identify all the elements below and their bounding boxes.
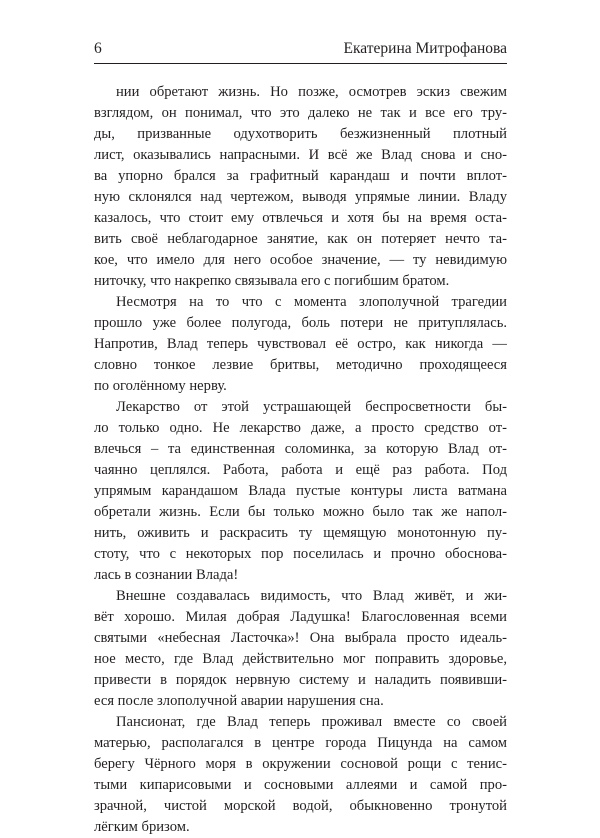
page-header — [94, 38, 507, 60]
running-head-author: Екатерина Митрофанова — [343, 40, 507, 57]
text-line: взглядом, он понимал, что это далеко не так и все его тру- — [94, 105, 507, 121]
text-line: берегу Чёрного моря в окружении сосновой рощи с тенис- — [94, 756, 507, 772]
paragraph — [94, 586, 507, 712]
text-line: ло только одно. Не лекарство даже, а просто средство от- — [94, 420, 507, 436]
text-line: зрачной, чистой морской водой, обыкновенно тронутой — [94, 798, 507, 814]
paragraph — [94, 712, 507, 838]
text-line: Внешне создавалась видимость, что Влад живёт, и жи- — [116, 588, 507, 604]
text-line: казалось, что стоит ему отвлечься и хотя бы на время оста- — [94, 210, 507, 226]
text-line: матерью, располагался в центре города Пицунда на самом — [94, 735, 507, 751]
text-line: нить, оживить и раскрасить ту щемящую монотонную пу- — [94, 525, 507, 541]
text-line: лась в сознании Влада! — [94, 567, 239, 583]
text-line: стоту, что с некоторых пор поселилась и прочно обоснова- — [94, 546, 507, 562]
text-line: по оголённому нерву. — [94, 378, 227, 394]
text-line: прошло уже более полугода, боль потери не притуплялась. — [94, 315, 507, 331]
text-line: привести в порядок нервную систему и наладить появивши- — [94, 672, 507, 688]
text-line: влечься – та единственная соломинка, за которую Влад от- — [94, 441, 507, 457]
text-line: вить своё неблагодарное занятие, как он потеряет нечто та- — [94, 231, 507, 247]
text-line: ное место, где Влад действительно мог поправить здоровье, — [94, 651, 507, 667]
text-line: еся после злополучной аварии нарушения сна. — [94, 693, 384, 709]
text-line: лист, оказывались напрасными. И всё же Влад снова и сно- — [94, 147, 507, 163]
text-line: лёгким бризом. — [94, 819, 190, 835]
page-number: 6 — [94, 40, 102, 57]
text-line: Несмотря на то что с момента злополучной трагедии — [116, 294, 507, 310]
text-line: чаянно цеплялся. Работа, работа и ещё раз работа. Под — [94, 462, 507, 478]
text-line: ва упорно брался за графитный карандаш и почти вплот- — [94, 168, 507, 184]
text-line: тыми кипарисовыми и сосновыми аллеями и самой про- — [94, 777, 507, 793]
text-line: вёт хорошо. Милая добрая Ладушка! Благословенная всеми — [94, 609, 507, 625]
text-line: ниточку, что накрепко связывала его с погибшим братом. — [94, 273, 450, 289]
text-line: ную склонялся над чертежом, выводя упрямые линии. Владу — [94, 189, 507, 205]
paragraph — [94, 82, 507, 292]
text-line: святыми «небесная Ласточка»! Она выбрала просто идеаль- — [94, 630, 507, 646]
paragraph — [94, 292, 507, 397]
header-rule — [94, 63, 507, 64]
body-text — [94, 82, 507, 838]
text-line: словно тонкое лезвие бритвы, методично проходящееся — [94, 357, 507, 373]
text-line: нии обретают жизнь. Но позже, осмотрев эскиз свежим — [116, 84, 507, 100]
text-line: обретали жизнь. Если бы только можно было так же напол- — [94, 504, 507, 520]
text-line: Напротив, Влад теперь чувствовал её остро, как никогда — — [94, 336, 507, 352]
text-line: Лекарство от этой устрашающей беспросветности бы- — [116, 399, 507, 415]
text-line: Пансионат, где Влад теперь проживал вместе со своей — [116, 714, 507, 730]
text-line: ды, призванные одухотворить безжизненный плотный — [94, 126, 507, 142]
text-line: кое, что имело для него особое значение, — ту невидимую — [94, 252, 507, 268]
text-line: упрямым карандашом Влада пустые контуры листа ватмана — [94, 483, 507, 499]
paragraph — [94, 397, 507, 586]
